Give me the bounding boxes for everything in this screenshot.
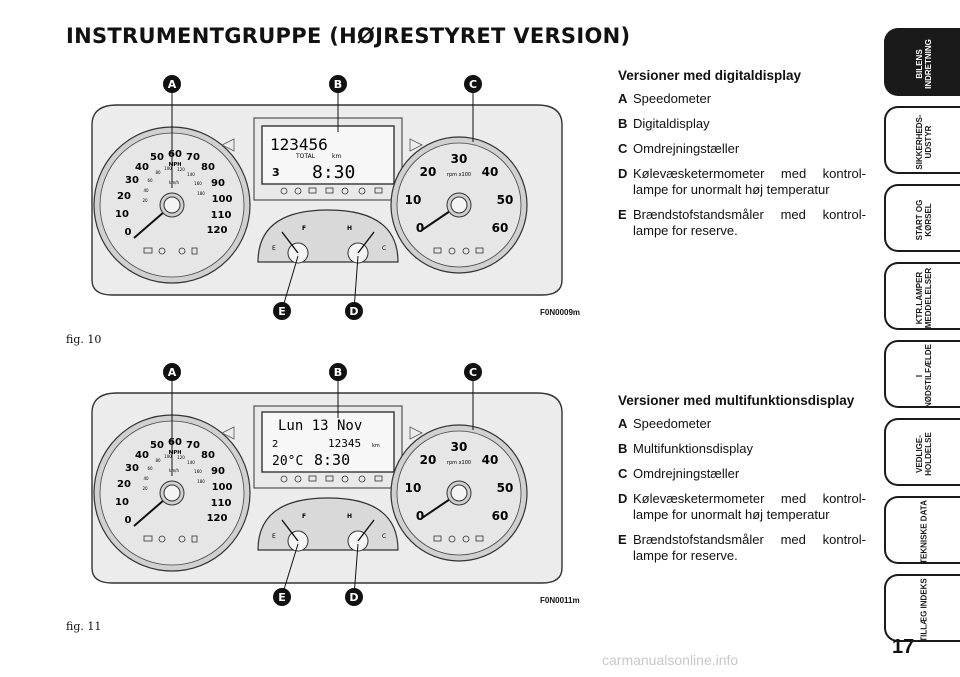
figure-instrument-cluster-digital <box>62 70 587 325</box>
temp-hot-label: H <box>347 513 353 520</box>
chapter-tabs <box>884 28 960 652</box>
fuel-full-label: F <box>302 513 307 520</box>
speed-tick: 60 <box>168 149 182 160</box>
speed-tick: 0 <box>124 515 132 526</box>
svg-text:180: 180 <box>197 479 205 484</box>
speed-tick: 50 <box>150 440 164 451</box>
speed-tick: 70 <box>186 440 200 451</box>
legend-item: A Speedometer <box>618 91 712 106</box>
svg-text:100: 100 <box>164 166 172 171</box>
speed-tick: 110 <box>210 498 232 509</box>
gear-indicator: 2 <box>272 439 279 450</box>
odometer-value: 123456 <box>270 135 328 154</box>
svg-text:D: D <box>349 305 359 318</box>
rpm-tick: 60 <box>491 221 509 235</box>
rpm-tick: 0 <box>415 221 425 235</box>
temp-hot-label: H <box>347 225 353 232</box>
svg-text:160: 160 <box>194 181 202 186</box>
speed-tick: 110 <box>210 210 232 221</box>
legend-item: E Brændstofstandsmåler med kontrol-lampe for reserve. <box>618 207 866 238</box>
speed-tick: 30 <box>125 463 139 474</box>
speed-unit-mph: MPH <box>168 450 182 456</box>
speed-tick: 60 <box>168 437 182 448</box>
tab-vedligeholdelse[interactable]: VEDLIGE-HOLDELSE <box>884 418 960 486</box>
rpm-tick: 20 <box>419 453 437 467</box>
rpm-tick: 0 <box>415 509 425 523</box>
instrument-cluster-drawing <box>62 358 587 613</box>
tab-sikkerhedsudstyr[interactable]: SIKKERHEDS-UDSTYR <box>884 106 960 174</box>
svg-text:100: 100 <box>164 454 172 459</box>
speed-unit-kmh: km/h <box>168 468 180 473</box>
svg-text:80: 80 <box>155 458 161 463</box>
legend-item: C Omdrejningstæller <box>618 141 740 156</box>
outside-temperature: 20°C <box>272 454 304 469</box>
speed-tick: 20 <box>117 191 131 202</box>
rpm-tick: 20 <box>419 165 437 179</box>
speed-tick: 120 <box>206 225 228 236</box>
speed-tick: 30 <box>125 175 139 186</box>
fuel-full-label: F <box>302 225 307 232</box>
temp-cold-label: C <box>382 533 387 540</box>
odometer-label: TOTAL <box>296 153 316 160</box>
svg-text:140: 140 <box>187 172 195 177</box>
speed-unit-kmh: km/h <box>168 180 180 185</box>
svg-text:140: 140 <box>187 460 195 465</box>
rpm-tick: 60 <box>491 509 509 523</box>
rpm-tick: 30 <box>450 440 468 454</box>
svg-text:B: B <box>333 78 343 91</box>
watermark: carmanualsonline.info <box>602 652 739 668</box>
svg-text:E: E <box>278 591 286 604</box>
page-number: 17 <box>892 636 915 658</box>
legend-item: B Multifunktionsdisplay <box>618 441 753 456</box>
date-value: Lun 13 Nov <box>278 418 363 434</box>
legend-item: E Brændstofstandsmåler med kontrol-lampe for reserve. <box>618 532 866 563</box>
section-heading: Versioner med digitaldisplay <box>618 68 802 83</box>
svg-text:20: 20 <box>142 486 148 491</box>
speed-tick: 100 <box>211 482 233 493</box>
speed-tick: 120 <box>206 513 228 524</box>
svg-text:120: 120 <box>177 455 185 460</box>
gear-indicator: 3 <box>272 166 280 179</box>
tachometer-gauge <box>391 425 527 561</box>
speed-tick: 80 <box>201 162 215 173</box>
svg-text:60: 60 <box>147 178 153 183</box>
speed-tick: 100 <box>211 194 233 205</box>
section-heading: Versioner med multifunktionsdisplay <box>618 393 855 408</box>
legend-item: C Omdrejningstæller <box>618 466 740 481</box>
svg-text:A: A <box>167 78 177 91</box>
speed-tick: 20 <box>117 479 131 490</box>
tachometer-gauge <box>391 137 527 273</box>
speed-tick: 10 <box>115 497 129 508</box>
figure-code: F0N0011m <box>540 596 580 605</box>
rpm-tick: 50 <box>496 481 514 495</box>
speed-tick: 50 <box>150 152 164 163</box>
svg-text:160: 160 <box>194 469 202 474</box>
rpm-tick: 50 <box>496 193 514 207</box>
tab-tillaeg-indeks[interactable]: TILLÆG INDEKS <box>884 574 960 642</box>
speed-tick: 80 <box>201 450 215 461</box>
svg-text:40: 40 <box>143 188 149 193</box>
svg-text:B: B <box>333 366 343 379</box>
tab-tekniske-data[interactable]: TEKNISKE DATA <box>884 496 960 564</box>
svg-text:120: 120 <box>177 167 185 172</box>
figure-caption: fig. 11 <box>66 620 102 633</box>
figure-code: F0N0009m <box>540 308 581 317</box>
legend-item: A Speedometer <box>618 416 712 431</box>
legend-item: B Digitaldisplay <box>618 116 710 131</box>
figure-caption: fig. 10 <box>66 333 102 346</box>
section-digital-display <box>618 67 866 248</box>
rpm-tick: 40 <box>481 453 499 467</box>
tab-nodstilfaelde[interactable]: I NØDSTILFÆLDE <box>884 340 960 408</box>
legend-item: D Kølevæsketermometer med kontrol-lampe for unormalt høj temperatur <box>618 166 866 197</box>
rpm-unit: rpm x100 <box>446 172 472 178</box>
speed-tick: 0 <box>124 227 132 238</box>
speed-tick: 70 <box>186 152 200 163</box>
odometer-unit: km <box>332 153 342 160</box>
odometer-unit: km <box>372 443 380 449</box>
speed-tick: 90 <box>211 466 225 477</box>
svg-text:C: C <box>468 78 478 91</box>
svg-text:E: E <box>278 305 286 318</box>
rpm-tick: 30 <box>450 152 468 166</box>
figure-instrument-cluster-multifunction <box>62 358 587 613</box>
svg-text:80: 80 <box>155 170 161 175</box>
speed-tick: 40 <box>135 450 149 461</box>
rpm-tick: 40 <box>481 165 499 179</box>
rpm-tick: 10 <box>404 193 422 207</box>
clock-value: 8:30 <box>312 162 356 183</box>
instrument-cluster-drawing <box>62 70 587 325</box>
legend-item: D Kølevæsketermometer med kontrol-lampe for unormalt høj temperatur <box>618 491 866 522</box>
odometer-value: 12345 <box>328 437 362 450</box>
svg-text:180: 180 <box>197 191 205 196</box>
clock-value: 8:30 <box>314 451 351 469</box>
svg-text:A: A <box>167 366 177 379</box>
temp-cold-label: C <box>382 245 387 252</box>
svg-text:20: 20 <box>142 198 148 203</box>
rpm-unit: rpm x100 <box>446 460 472 466</box>
speed-unit-mph: MPH <box>168 162 182 168</box>
page-title: INSTRUMENTGRUPPE (HØJRESTYRET VERSION) <box>66 24 631 48</box>
fuel-empty-label: E <box>272 533 276 540</box>
svg-text:C: C <box>468 366 478 379</box>
speed-tick: 40 <box>135 162 149 173</box>
speed-tick: 10 <box>115 209 129 220</box>
svg-text:60: 60 <box>147 466 153 471</box>
tab-start-og-korsel[interactable]: START OG KØRSEL <box>884 184 960 252</box>
fuel-empty-label: E <box>272 245 276 252</box>
svg-text:40: 40 <box>143 476 149 481</box>
svg-text:D: D <box>349 591 359 604</box>
tab-bilens-indretning[interactable]: BILENS INDRETNING <box>884 28 960 96</box>
rpm-tick: 10 <box>404 481 422 495</box>
section-multifunction-display <box>618 392 866 573</box>
speed-tick: 90 <box>211 178 225 189</box>
tab-ktr-lamper[interactable]: KTR.LAMPER MEDDELELSER <box>884 262 960 330</box>
